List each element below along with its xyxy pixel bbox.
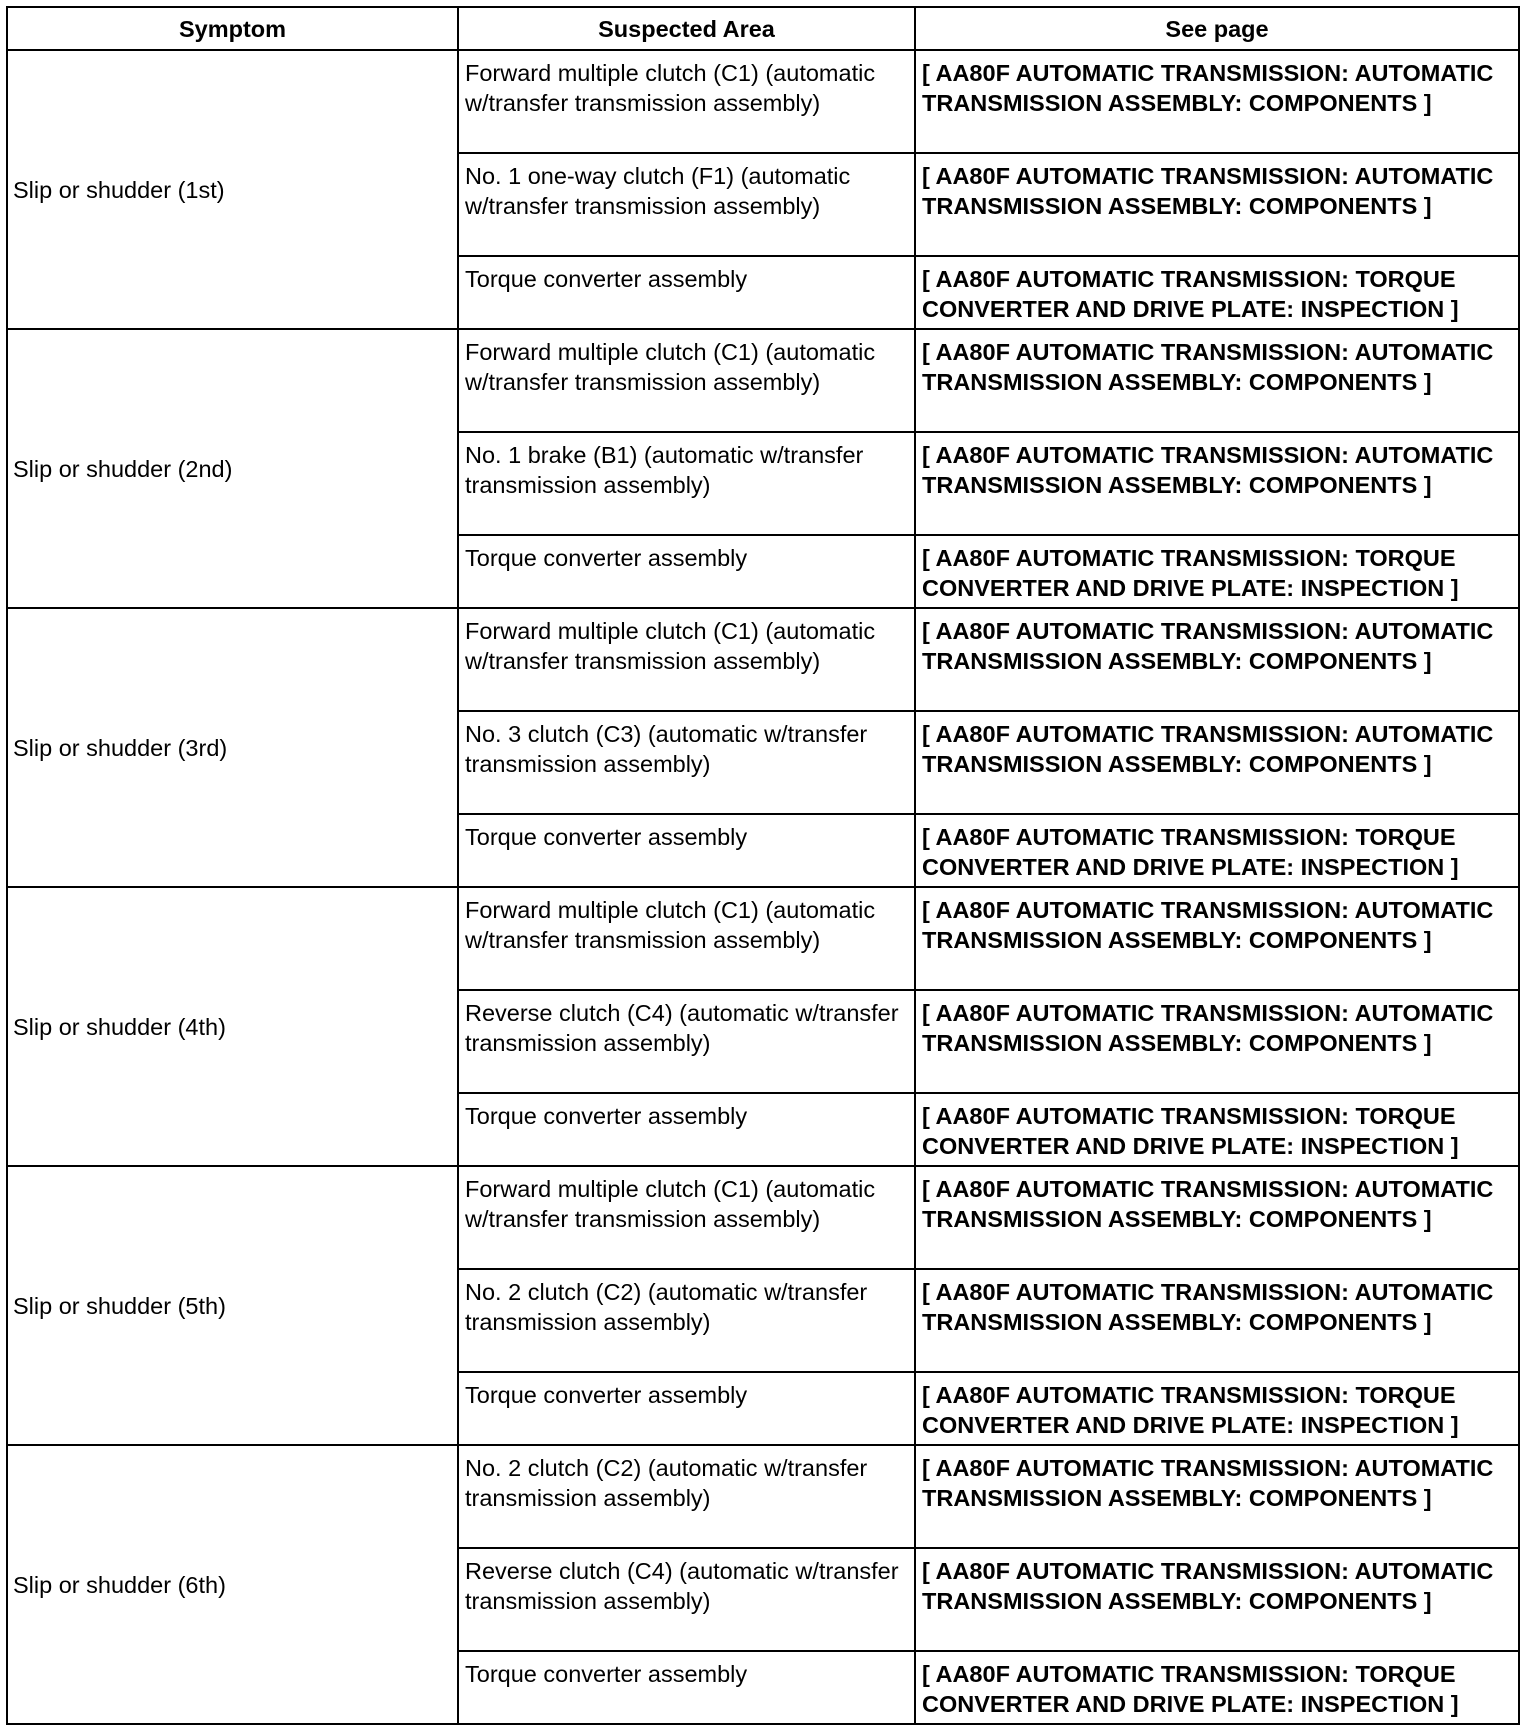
header-see-page: See page	[915, 7, 1519, 50]
suspected-area-cell: Torque converter assembly	[458, 814, 915, 887]
see-page-link[interactable]: [ AA80F AUTOMATIC TRANSMISSION: AUTOMATIC TRANSMISSION ASSEMBLY: COMPONENTS ]	[915, 329, 1519, 432]
see-page-link[interactable]: [ AA80F AUTOMATIC TRANSMISSION: AUTOMATIC TRANSMISSION ASSEMBLY: COMPONENTS ]	[915, 608, 1519, 711]
see-page-link[interactable]: [ AA80F AUTOMATIC TRANSMISSION: TORQUE CONVERTER AND DRIVE PLATE: INSPECTION ]	[915, 1093, 1519, 1166]
suspected-area-cell: Forward multiple clutch (C1) (automatic w/transfer transmission assembly)	[458, 608, 915, 711]
see-page-link[interactable]: [ AA80F AUTOMATIC TRANSMISSION: AUTOMATIC TRANSMISSION ASSEMBLY: COMPONENTS ]	[915, 990, 1519, 1093]
table-row	[7, 887, 1519, 990]
suspected-area-cell: Torque converter assembly	[458, 256, 915, 329]
table-row	[7, 1166, 1519, 1269]
see-page-link[interactable]: [ AA80F AUTOMATIC TRANSMISSION: AUTOMATIC TRANSMISSION ASSEMBLY: COMPONENTS ]	[915, 1445, 1519, 1548]
see-page-link[interactable]: [ AA80F AUTOMATIC TRANSMISSION: AUTOMATIC TRANSMISSION ASSEMBLY: COMPONENTS ]	[915, 432, 1519, 535]
suspected-area-cell: Torque converter assembly	[458, 1372, 915, 1445]
suspected-area-cell: Forward multiple clutch (C1) (automatic w/transfer transmission assembly)	[458, 329, 915, 432]
symptom-cell: Slip or shudder (5th)	[7, 1166, 458, 1445]
see-page-link[interactable]: [ AA80F AUTOMATIC TRANSMISSION: TORQUE CONVERTER AND DRIVE PLATE: INSPECTION ]	[915, 535, 1519, 608]
table-row	[7, 50, 1519, 153]
see-page-link[interactable]: [ AA80F AUTOMATIC TRANSMISSION: TORQUE CONVERTER AND DRIVE PLATE: INSPECTION ]	[915, 1651, 1519, 1724]
suspected-area-cell: Torque converter assembly	[458, 1093, 915, 1166]
see-page-link[interactable]: [ AA80F AUTOMATIC TRANSMISSION: AUTOMATIC TRANSMISSION ASSEMBLY: COMPONENTS ]	[915, 711, 1519, 814]
see-page-link[interactable]: [ AA80F AUTOMATIC TRANSMISSION: TORQUE CONVERTER AND DRIVE PLATE: INSPECTION ]	[915, 256, 1519, 329]
suspected-area-cell: Forward multiple clutch (C1) (automatic w/transfer transmission assembly)	[458, 887, 915, 990]
symptom-cell: Slip or shudder (3rd)	[7, 608, 458, 887]
see-page-link[interactable]: [ AA80F AUTOMATIC TRANSMISSION: AUTOMATIC TRANSMISSION ASSEMBLY: COMPONENTS ]	[915, 50, 1519, 153]
suspected-area-cell: No. 3 clutch (C3) (automatic w/transfer transmission assembly)	[458, 711, 915, 814]
table-row	[7, 608, 1519, 711]
see-page-link[interactable]: [ AA80F AUTOMATIC TRANSMISSION: AUTOMATIC TRANSMISSION ASSEMBLY: COMPONENTS ]	[915, 1166, 1519, 1269]
suspected-area-cell: No. 2 clutch (C2) (automatic w/transfer transmission assembly)	[458, 1445, 915, 1548]
suspected-area-cell: Reverse clutch (C4) (automatic w/transfer transmission assembly)	[458, 1548, 915, 1651]
see-page-link[interactable]: [ AA80F AUTOMATIC TRANSMISSION: TORQUE CONVERTER AND DRIVE PLATE: INSPECTION ]	[915, 814, 1519, 887]
suspected-area-cell: Torque converter assembly	[458, 1651, 915, 1724]
symptom-cell: Slip or shudder (4th)	[7, 887, 458, 1166]
suspected-area-cell: Forward multiple clutch (C1) (automatic w/transfer transmission assembly)	[458, 1166, 915, 1269]
suspected-area-cell: No. 1 brake (B1) (automatic w/transfer transmission assembly)	[458, 432, 915, 535]
see-page-link[interactable]: [ AA80F AUTOMATIC TRANSMISSION: AUTOMATIC TRANSMISSION ASSEMBLY: COMPONENTS ]	[915, 153, 1519, 256]
see-page-link[interactable]: [ AA80F AUTOMATIC TRANSMISSION: AUTOMATIC TRANSMISSION ASSEMBLY: COMPONENTS ]	[915, 887, 1519, 990]
header-suspected-area: Suspected Area	[458, 7, 915, 50]
suspected-area-cell: Reverse clutch (C4) (automatic w/transfer transmission assembly)	[458, 990, 915, 1093]
diagnosis-table	[6, 6, 1520, 1725]
suspected-area-cell: No. 1 one-way clutch (F1) (automatic w/transfer transmission assembly)	[458, 153, 915, 256]
symptom-cell: Slip or shudder (1st)	[7, 50, 458, 329]
symptom-cell: Slip or shudder (2nd)	[7, 329, 458, 608]
header-symptom: Symptom	[7, 7, 458, 50]
table-header-row	[7, 7, 1519, 50]
suspected-area-cell: Forward multiple clutch (C1) (automatic w/transfer transmission assembly)	[458, 50, 915, 153]
see-page-link[interactable]: [ AA80F AUTOMATIC TRANSMISSION: TORQUE CONVERTER AND DRIVE PLATE: INSPECTION ]	[915, 1372, 1519, 1445]
see-page-link[interactable]: [ AA80F AUTOMATIC TRANSMISSION: AUTOMATIC TRANSMISSION ASSEMBLY: COMPONENTS ]	[915, 1548, 1519, 1651]
symptom-cell: Slip or shudder (6th)	[7, 1445, 458, 1724]
table-row	[7, 1445, 1519, 1548]
table-row	[7, 329, 1519, 432]
suspected-area-cell: No. 2 clutch (C2) (automatic w/transfer transmission assembly)	[458, 1269, 915, 1372]
see-page-link[interactable]: [ AA80F AUTOMATIC TRANSMISSION: AUTOMATIC TRANSMISSION ASSEMBLY: COMPONENTS ]	[915, 1269, 1519, 1372]
suspected-area-cell: Torque converter assembly	[458, 535, 915, 608]
